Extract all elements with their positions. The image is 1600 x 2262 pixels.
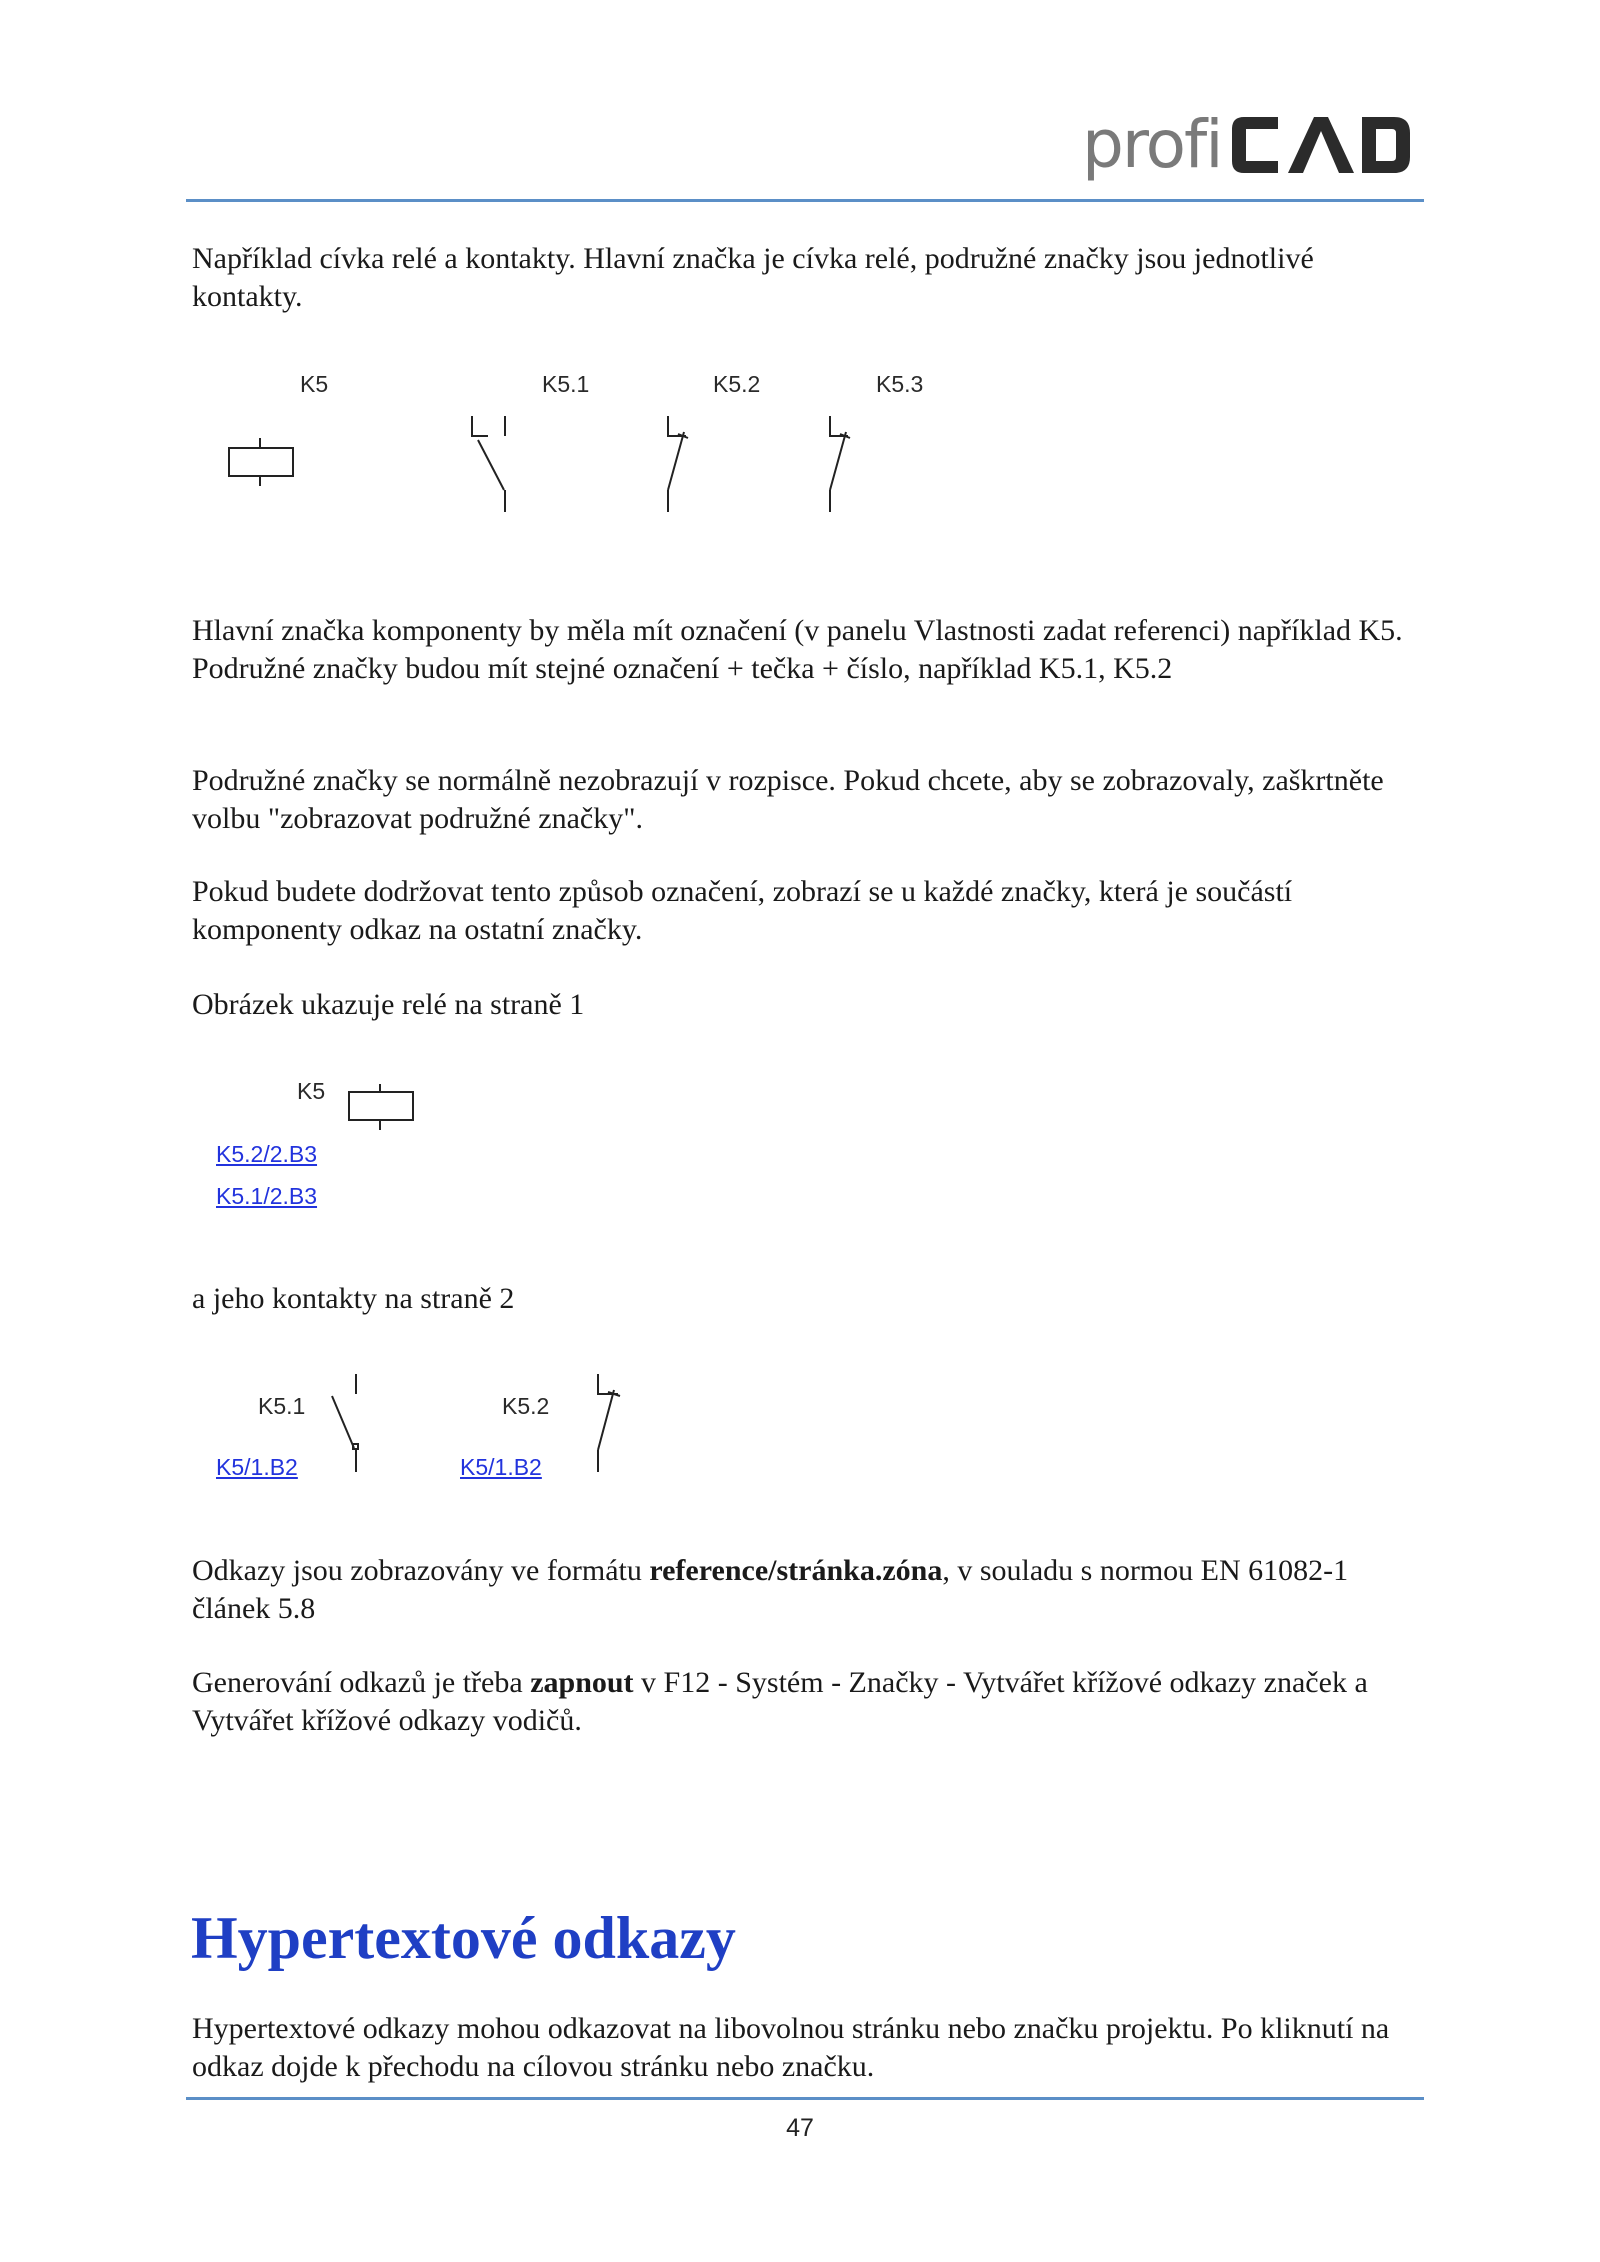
paragraph-8-bold: zapnout — [530, 1666, 634, 1699]
paragraph-7 — [192, 1552, 1422, 1628]
xref-link-k5-2[interactable]: K5.2/2.B3 — [216, 1141, 318, 1167]
section-heading: Hypertextové odkazy — [191, 1905, 736, 1971]
symbol-label-k5-1: K5.1 — [542, 371, 590, 397]
contact-label-k5-2: K5.2 — [502, 1393, 550, 1419]
relay-label-k5: K5 — [297, 1078, 326, 1104]
symbol-label-k5-3: K5.3 — [876, 371, 924, 397]
section-paragraph: Hypertextové odkazy mohou odkazovat na libovolnou stránku nebo značku projektu. Po kliknutí na odkaz dojde k přechodu na cílovou stránku nebo značku. — [192, 2012, 1390, 2083]
contact-k5-3-symbol — [826, 414, 866, 514]
contact-k5-2-symbol — [664, 414, 704, 514]
logo-cad-glyphs — [1226, 111, 1416, 179]
logo-text-profi: profi — [1082, 106, 1222, 183]
symbol-label-k5: K5 — [300, 371, 329, 397]
header-rule — [186, 199, 1424, 202]
contact-k5-1-page2-symbol — [330, 1372, 370, 1474]
paragraph-7-text-start: Odkazy jsou zobrazovány ve formátu — [192, 1554, 650, 1587]
paragraph-7-text-end: , v souladu s normou EN 61082-1 článek 5.8 — [192, 1554, 1349, 1625]
paragraph-1: Například cívka relé a kontakty. Hlavní značka je cívka relé, podružné značky jsou jednotlivé kontakty. — [192, 242, 1314, 313]
paragraph-8-text-end: v F12 - Systém - Značky - Vytvářet křížové odkazy značek a Vytvářet křížové odkazy vodičů. — [192, 1666, 1368, 1737]
symbol-label-k5-2: K5.2 — [713, 371, 761, 397]
contact-k5-1-symbol — [468, 414, 508, 514]
contact-k5-2-page2-symbol — [592, 1372, 632, 1474]
xref-link-contact-k5-2[interactable]: K5/1.B2 — [460, 1454, 542, 1480]
paragraph-6: a jeho kontakty na straně 2 — [192, 1282, 515, 1315]
paragraph-8-text-start: Generování odkazů je třeba — [192, 1666, 531, 1699]
page-number: 47 — [786, 2114, 814, 2142]
relay-coil-page1-symbol — [348, 1082, 418, 1132]
proficad-logo — [1082, 95, 1416, 195]
paragraph-2: Hlavní značka komponenty by měla mít označení (v panelu Vlastnosti zadat referenci) například K5. Podružné značky budou mít stejné označení + tečka + číslo, například K5.1, K5.2 — [192, 614, 1403, 685]
paragraph-8 — [192, 1664, 1422, 1740]
paragraph-3: Podružné značky se normálně nezobrazují v rozpisce. Pokud chcete, aby se zobrazovaly, zaškrtněte volbu "zobrazovat podružné značky". — [192, 764, 1384, 835]
footer-rule — [186, 2097, 1424, 2100]
xref-link-contact-k5-1[interactable]: K5/1.B2 — [216, 1454, 298, 1480]
contact-label-k5-1: K5.1 — [258, 1393, 306, 1419]
xref-link-k5-1[interactable]: K5.1/2.B3 — [216, 1183, 318, 1209]
paragraph-7-bold: reference/stránka.zóna — [649, 1554, 943, 1587]
paragraph-5: Obrázek ukazuje relé na straně 1 — [192, 988, 585, 1021]
relay-coil-symbol — [228, 436, 298, 488]
paragraph-4: Pokud budete dodržovat tento způsob označení, zobrazí se u každé značky, která je součástí komponenty odkaz na ostatní značky. — [192, 875, 1293, 946]
